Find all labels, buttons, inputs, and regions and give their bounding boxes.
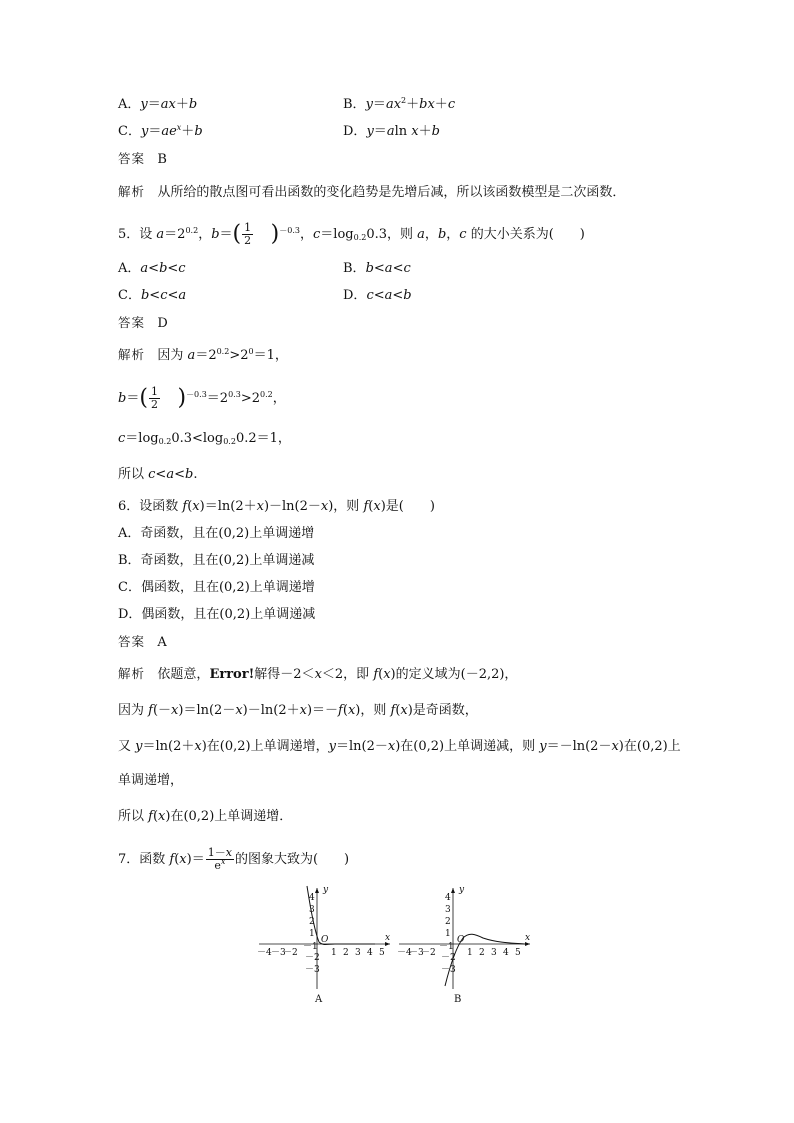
svg-text:－3: －3: [305, 965, 320, 975]
analysis-label: 解析: [118, 666, 146, 681]
svg-text:2: 2: [445, 917, 451, 927]
q5-analysis-line1: 解析 因为 $a=2^{0.2}>2^0=1$，: [118, 347, 288, 363]
svg-text:－2: －2: [283, 948, 298, 958]
svg-text:－1: －1: [303, 942, 318, 952]
q4-answer: [118, 150, 167, 169]
svg-text:3: 3: [491, 948, 497, 958]
q6-answer: [118, 633, 167, 652]
svg-text:－2: －2: [421, 948, 436, 958]
svg-text:－1: －1: [439, 942, 454, 952]
svg-text:1: 1: [331, 948, 337, 958]
graph-b: [395, 882, 535, 992]
q6-option-d: D．偶函数，且在(0,2)上单调递减: [118, 607, 316, 622]
analysis-label: 解析: [118, 347, 146, 362]
svg-text:y: y: [323, 885, 329, 895]
answer-value: D: [157, 316, 168, 331]
svg-text:3: 3: [355, 948, 361, 958]
q5-option-b: B．b<a<c: [343, 261, 411, 276]
q7-stem: 7．函数 f(x)＝ $\frac{1-x}{e^x}$ 的图象大致为( ): [118, 846, 350, 872]
q5-option-c: C．b<c<a: [118, 288, 187, 303]
svg-text:1: 1: [309, 929, 315, 939]
svg-text:－3: －3: [441, 965, 456, 975]
q5-analysis-line2: b＝( $\frac{1}{2}$ )$^{-0.3}=2^{0.3}>2^{0.2}$，: [118, 385, 286, 411]
answer-label: 答案: [118, 315, 146, 330]
svg-text:1: 1: [445, 929, 451, 939]
answer-label: 答案: [118, 634, 146, 649]
svg-text:O: O: [457, 935, 465, 945]
svg-text:3: 3: [309, 905, 315, 915]
error-marker: Error!: [209, 667, 255, 682]
q5-analysis-line3: $c=\log_{0.2}0.3<\log_{0.2}0.2=1$，: [118, 431, 291, 446]
svg-text:－3: －3: [409, 948, 424, 958]
svg-text:4: 4: [309, 893, 315, 903]
q6-analysis-line5: 所以 f(x)在(0,2)上单调递增．: [118, 809, 293, 824]
svg-text:－2: －2: [305, 953, 320, 963]
q5-option-d: D．c<a<b: [343, 288, 412, 303]
graph-b-label: B: [454, 994, 462, 1005]
svg-text:－3: －3: [271, 948, 286, 958]
q4-option-d: D．y＝aln x＋b: [343, 124, 440, 139]
svg-text:5: 5: [379, 948, 385, 958]
analysis-label: 解析: [118, 184, 146, 199]
answer-label: 答案: [118, 151, 146, 166]
svg-text:2: 2: [479, 948, 485, 958]
svg-text:4: 4: [367, 948, 373, 958]
analysis-text: 从所给的散点图可看出函数的变化趋势是先增后减，所以该函数模型是二次函数．: [157, 185, 626, 200]
svg-text:O: O: [321, 935, 329, 945]
svg-text:2: 2: [309, 917, 315, 927]
answer-value: B: [157, 152, 167, 167]
svg-text:5: 5: [515, 948, 521, 958]
analysis-text: 依题意，: [157, 667, 210, 682]
svg-text:x: x: [385, 933, 391, 943]
q5-answer: [118, 314, 168, 333]
q5-analysis-line4: 所以 c<a<b.: [118, 467, 198, 482]
q6-analysis-line4: 单调递增，: [118, 773, 184, 788]
q4-analysis: [118, 183, 625, 202]
answer-value: A: [157, 635, 167, 650]
svg-text:－4: －4: [397, 948, 412, 958]
graph-a: [255, 882, 395, 992]
q6-option-a: A．奇函数，且在(0,2)上单调递增: [118, 526, 315, 541]
q6-analysis-line3: 又 y＝ln(2＋x)在(0,2)上单调递增，y＝ln(2－x)在(0,2)上单调递减，则 y＝－ln(2－x)在(0,2)上: [118, 739, 681, 754]
svg-text:x: x: [525, 933, 531, 943]
q4-option-b: B．$y=ax^2+bx+c$: [343, 96, 456, 112]
svg-text:y: y: [459, 885, 465, 895]
q6-analysis-line1: [118, 665, 517, 684]
graph-a-label: A: [315, 994, 323, 1005]
svg-text:－4: －4: [257, 948, 272, 958]
q4-option-a: A．y＝ax＋b: [118, 97, 198, 112]
q5-option-a: A．a<b<c: [118, 261, 186, 276]
q6-option-c: C．偶函数，且在(0,2)上单调递增: [118, 580, 315, 595]
q5-stem: 5．设 $a=2^{0.2}$，b＝( $\frac{1}{2}$ )$^{-0.3}$，$c=\log_{0.2}0.3$，则 a，b，c 的大小关系为( ): [118, 221, 585, 247]
svg-text:－2: －2: [441, 953, 456, 963]
q7-fraction: $\frac{1-x}{e^x}$: [207, 846, 232, 872]
svg-text:1: 1: [467, 948, 473, 958]
analysis-text: 解得－2＜x＜2，即 f(x)的定义域为(－2,2)，: [254, 667, 518, 682]
q4-option-c: C．$y=ae^x+b$: [118, 123, 203, 139]
svg-text:4: 4: [445, 893, 451, 903]
q6-stem: 6．设函数 f(x)＝ln(2＋x)－ln(2－x)，则 f(x)是( ): [118, 499, 435, 514]
svg-text:4: 4: [503, 948, 509, 958]
svg-text:2: 2: [343, 948, 349, 958]
q6-option-b: B．奇函数，且在(0,2)上单调递减: [118, 553, 315, 568]
q6-analysis-line2: 因为 f(－x)＝ln(2－x)－ln(2＋x)＝－f(x)，则 f(x)是奇函数，: [118, 703, 478, 718]
svg-text:3: 3: [445, 905, 451, 915]
